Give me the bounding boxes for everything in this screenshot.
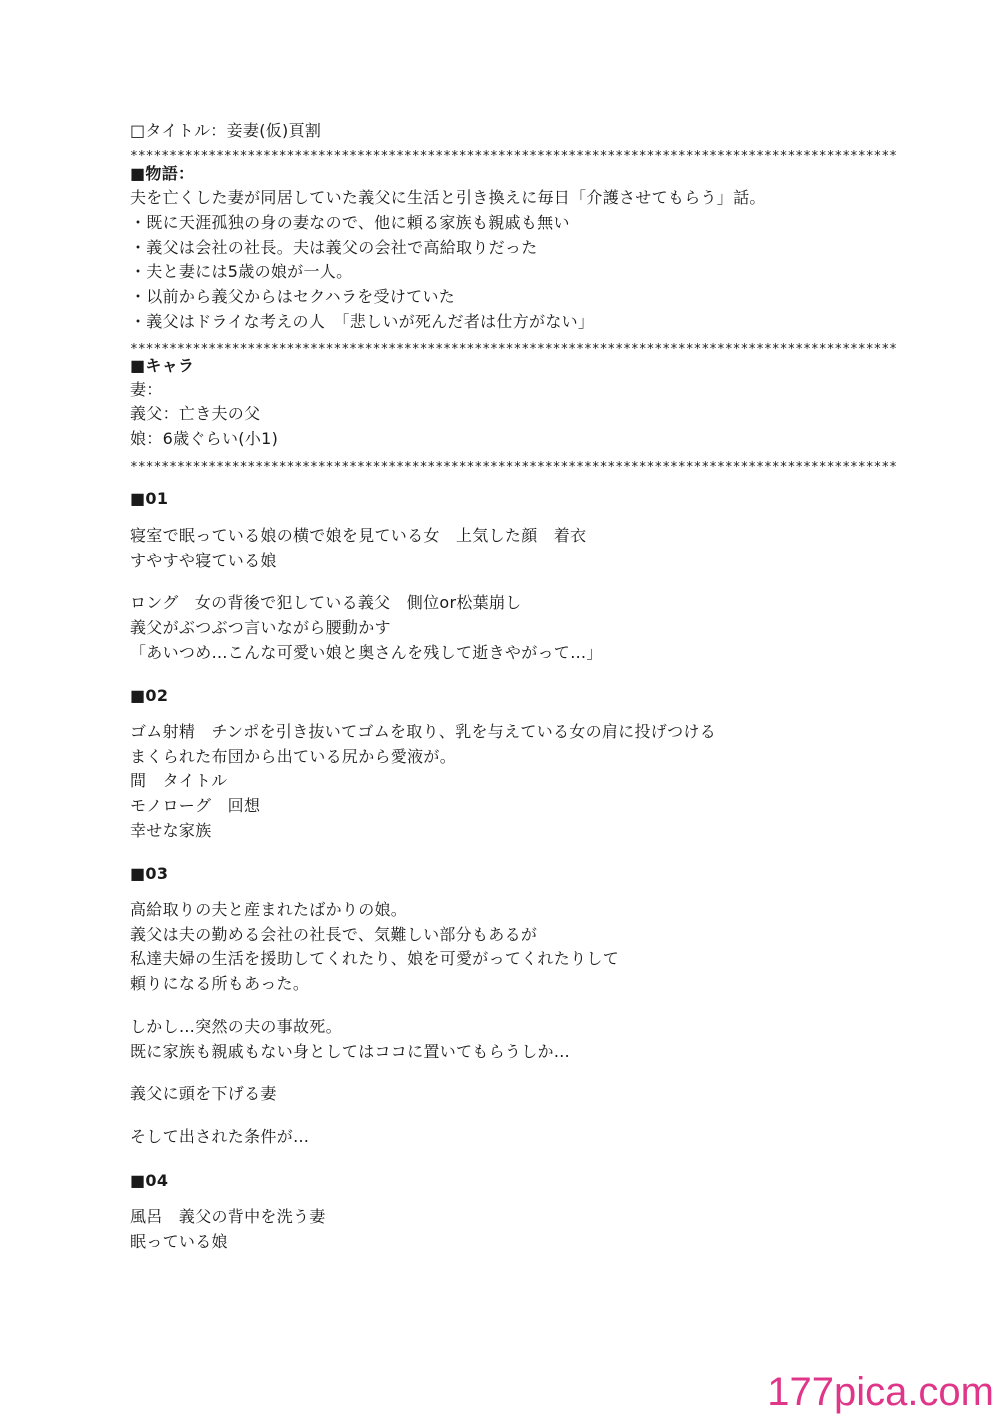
story-bullet: ・義父はドライな考えの人 「悲しいが死んだ者は仕方がない」 (130, 312, 595, 331)
story-bullet: ・夫と妻には5歳の娘が一人。 (130, 262, 353, 281)
section-03-line: 義父に頭を下げる妻 (130, 1084, 277, 1103)
section-03-heading: ■03 (130, 864, 169, 883)
section-02-line: モノローグ 回想 (130, 796, 261, 815)
section-02-line: ゴム射精 チンポを引き抜いてゴムを取り、乳を与えている女の肩に投げつける (130, 722, 717, 741)
story-summary: 夫を亡くした妻が同居していた義父に生活と引き換えに毎日「介護させてもらう」話。 (130, 188, 766, 207)
section-03-line: 既に家族も親戚もない身としてはココに置いてもらうしか… (130, 1042, 571, 1061)
character-item: 娘：6歳ぐらい(小1) (130, 429, 279, 448)
separator-line: ************************************************************************************************** (130, 342, 898, 357)
section-03-line: しかし…突然の夫の事故死。 (130, 1017, 342, 1036)
section-03-line: 頼りになる所もあった。 (130, 974, 310, 993)
document-title: □タイトル：妾妻(仮)頁割 (130, 121, 322, 140)
characters-heading: ■キャラ (130, 356, 195, 375)
section-01-line: すやすや寝ている娘 (130, 551, 277, 570)
section-04-heading: ■04 (130, 1171, 169, 1190)
section-02-line: まくられた布団から出ている尻から愛液が。 (130, 747, 457, 766)
character-item: 妻： (130, 380, 163, 399)
section-01-line: 義父がぶつぶつ言いながら腰動かす (130, 618, 391, 637)
section-03-line: そして出された条件が… (130, 1127, 310, 1146)
story-heading: ■物語： (130, 164, 195, 183)
site-watermark: 177pica.com (767, 1370, 994, 1414)
section-02-heading: ■02 (130, 686, 169, 705)
separator-line: ************************************************************************************************** (130, 460, 898, 475)
section-02-line: 幸せな家族 (130, 821, 212, 840)
section-03-line: 義父は夫の勤める会社の社長で、気難しい部分もあるが (130, 925, 538, 944)
section-03-line: 高給取りの夫と産まれたばかりの娘。 (130, 900, 408, 919)
story-bullet: ・既に天涯孤独の身の妻なので、他に頼る家族も親戚も無い (130, 213, 570, 232)
section-01-line: ロング 女の背後で犯している義父 側位or松葉崩し (130, 593, 522, 612)
character-item: 義父：亡き夫の父 (130, 404, 261, 423)
section-03-line: 私達夫婦の生活を援助してくれたり、娘を可愛がってくれたりして (130, 949, 620, 968)
section-01-line: 「あいつめ…こんな可愛い娘と奥さんを残して逝きやがって…」 (130, 643, 603, 662)
section-01-line: 寝室で眠っている娘の横で娘を見ている女 上気した顔 着衣 (130, 526, 587, 545)
section-01-heading: ■01 (130, 489, 169, 508)
section-04-line: 風呂 義父の背中を洗う妻 (130, 1207, 326, 1226)
story-bullet: ・以前から義父からはセクハラを受けていた (130, 287, 456, 306)
separator-line: ************************************************************************************************** (130, 149, 898, 164)
section-04-line: 眠っている娘 (130, 1232, 228, 1251)
section-02-line: 間 タイトル (130, 771, 228, 790)
story-bullet: ・義父は会社の社長。夫は義父の会社で高給取りだった (130, 238, 538, 257)
